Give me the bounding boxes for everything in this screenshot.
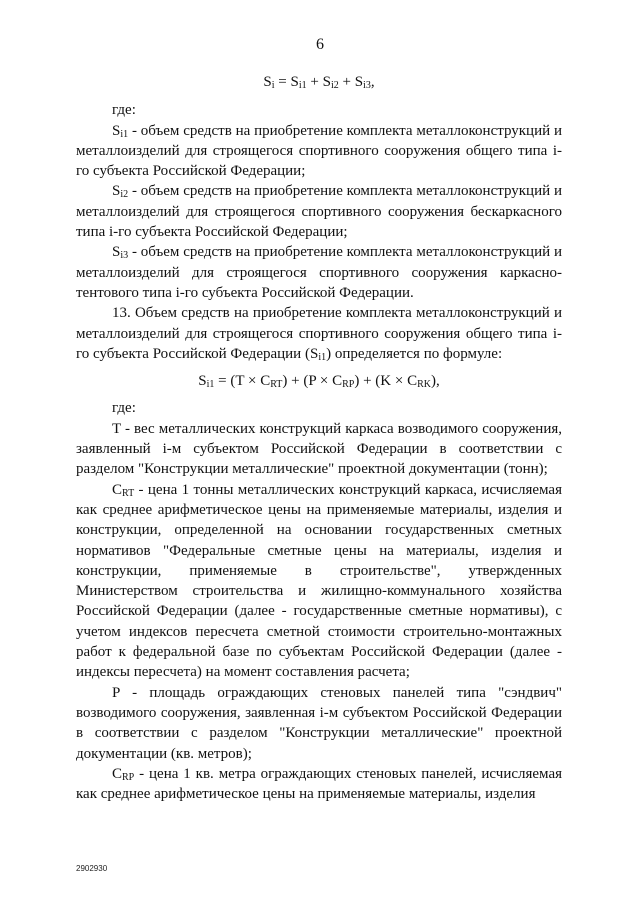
definition-crp: $C_{RP}$ - цена 1 кв. метра ограждающих стеновых панелей, исчисляемая как среднее арифметическое цены на применяемые материалы, изделия xyxy=(76,765,562,803)
where-label: где: xyxy=(112,102,136,119)
definition-p: P - площадь ограждающих стеновых панелей типа "сэндвич" возводимого сооружения, заявленная i-м субъектом Российской Федерации в соответствии с разделом "Конструкции металлические" проектной документации (кв. метров); xyxy=(76,684,562,762)
definition-crt: $C_{RT}$ - цена 1 тонны металлических конструкций каркаса, исчисляемая как среднее арифметическое цены на применяемые материалы, изделия и конструкции, определенной на основании государственных сметных нормативов "Федеральные сметные цены на материалы, изделия и конструкции, применяемые в строительстве", утвержденных Министерством строительства и жилищно-коммунального хозяйства Российской Федерации (далее - государственные сметные нормативы), с учетом индексов пересчета сметной стоимости строительно-монтажных работ к федеральной базе по субъектам Российской Федерации (далее - индексы пересчета) на момент составления расчета; xyxy=(76,481,562,681)
document-body xyxy=(76,64,562,804)
formula-si1: $S_{i1} = (T \times C_{RT}) + (P \times C_{RP}) + (K \times C_{RK})$, xyxy=(198,373,440,391)
definition-si3: $S_{i3}$ - объем средств на приобретение комплекта металлоконструкций и металлоизделий для строящегося спортивного сооружения каркасно-тентового типа i-го субъекта Российской Федерации. xyxy=(76,244,562,301)
definition-t: T - вес металлических конструкций каркаса возводимого сооружения, заявленный i-м субъектом Российской Федерации в соответствии с разделом "Конструкции металлические" проектной документации (тонн); xyxy=(76,420,562,478)
definition-si1: $S_{i1}$ - объем средств на приобретение комплекта металлоконструкций и металлоизделий для строящегося спортивного сооружения общего типа i-го субъекта Российской Федерации; xyxy=(76,122,562,180)
page-number: 6 xyxy=(316,36,324,53)
item-13-paragraph: 13. Объем средств на приобретение комплекта металлоконструкций и металлоизделий для строящегося спортивного сооружения общего типа i-го субъекта Российской Федерации $(S_{i1})$ определяется по формуле: xyxy=(76,305,562,363)
definition-si2: $S_{i2}$ - объем средств на приобретение комплекта металлоконструкций и металлоизделий для строящегося спортивного сооружения бескаркасного типа i-го субъекта Российской Федерации; xyxy=(76,183,562,241)
document-code: 2902930 xyxy=(76,864,108,873)
where-label-2: где: xyxy=(112,400,136,417)
formula-si: $S_i = S_{i1} + S_{i2} + S_{i3}$, xyxy=(263,74,375,91)
